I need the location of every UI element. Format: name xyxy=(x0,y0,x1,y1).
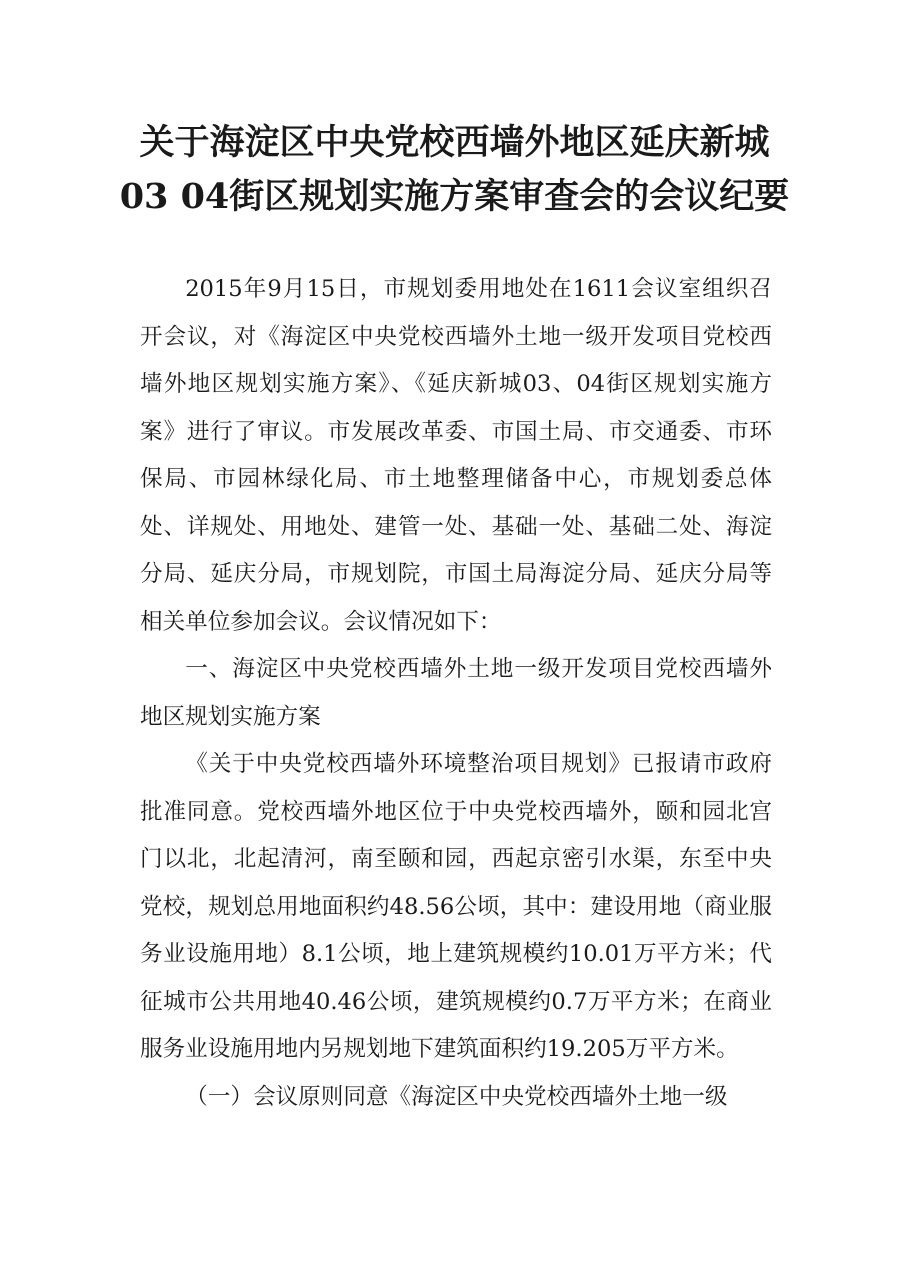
paragraph-section-heading: 一、海淀区中央党校西墙外土地一级开发项目党校西墙外地区规划实施方案 xyxy=(140,656,772,730)
document-body xyxy=(140,266,772,1121)
paragraph-meeting-intro: 2015年9月15日，市规划委用地处在1611会议室组织召开会议，对《海淀区中央党校西墙外土地一级开发项目党校西墙外地区规划实施方案》、《延庆新城03、04街区规划实施方案》进行了审议。市发展改革委、市国土局、市交通委、市环保局、市园林绿化局、市土地整理储备中心，市规划委总体处、详规处、用地处、建管一处、基础一处、基础二处、海淀分局、延庆分局，市规划院，市国土局海淀分局、延庆分局等相关单位参加会议。会议情况如下： xyxy=(140,276,772,635)
title-line-1: 关于海淀区中央党校西墙外地区延庆新城 xyxy=(139,122,770,163)
paragraph-decision-one: （一）会议原则同意《海淀区中央党校西墙外土地一级 xyxy=(185,1083,728,1110)
paragraph-project-description: 《关于中央党校西墙外环境整治项目规划》已报请市政府批准同意。党校西墙外地区位于中央党校西墙外，颐和园北宫门以北，北起清河，南至颐和园，西起京密引水渠，东至中央党校，规划总用地面积约48.56公顷，其中：建设用地（商业服务业设施用地）8.1公顷，地上建筑规模约10.01万平方米；代征城市公共用地40.46公顷，建筑规模约0.7万平方米；在商业服务业设施用地内另规划地下建筑面积约19.205万平方米。 xyxy=(140,751,772,1062)
title-line-2: 03 04街区规划实施方案审查会的会议纪要 xyxy=(119,176,790,217)
document-title xyxy=(100,116,809,224)
